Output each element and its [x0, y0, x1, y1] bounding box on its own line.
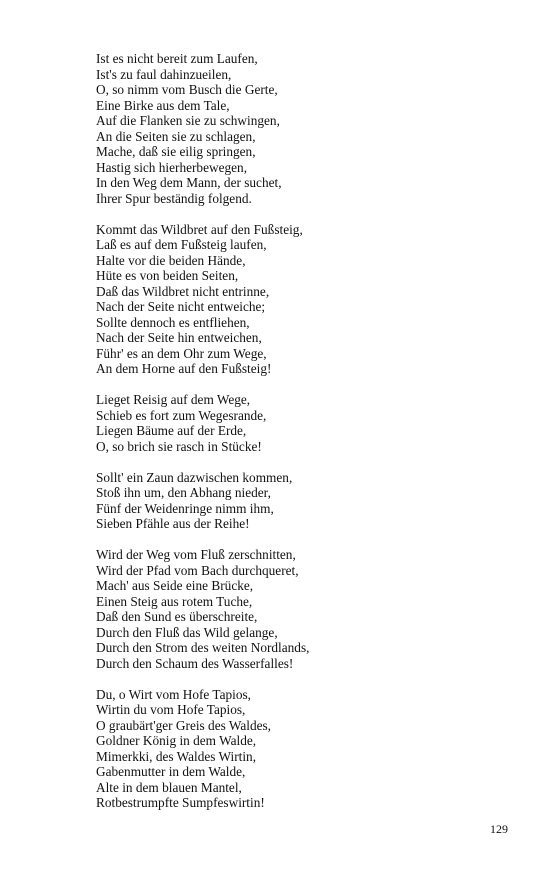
- stanza: [96, 392, 516, 454]
- verse-line: O, so nimm vom Busch die Gerte,: [96, 82, 278, 97]
- stanza: [96, 470, 516, 532]
- verse-line: Halte vor die beiden Hände,: [96, 252, 246, 268]
- verse-line: Auf die Flanken sie zu schwingen,: [96, 113, 280, 128]
- verse-line: Du, o Wirt vom Hofe Tapios,: [96, 686, 252, 702]
- stanza: [96, 222, 516, 377]
- verse-line: Goldner König in dem Walde,: [96, 733, 257, 748]
- verse-line: Ihrer Spur beständig folgend.: [96, 190, 252, 206]
- verse-line: Alte in dem blauen Mantel,: [96, 779, 242, 795]
- verse-line: Durch den Fluß das Wild gelange,: [96, 624, 278, 640]
- verse-line: Sollt' ein Zaun dazwischen kommen,: [96, 469, 293, 485]
- stanza: [96, 51, 516, 206]
- verse-line: O, so brich sie rasch in Stücke!: [96, 438, 262, 454]
- verse-line: Sollte dennoch es entfliehen,: [96, 314, 250, 330]
- verse-line: Stoß ihn um, den Abhang nieder,: [96, 485, 271, 500]
- verse-line: Durch den Strom des weiten Nordlands,: [96, 640, 310, 655]
- verse-line: Hüte es von beiden Seiten,: [96, 268, 239, 283]
- verse-line: Eine Birke aus dem Tale,: [96, 97, 230, 113]
- verse-line: Wirtin du vom Hofe Tapios,: [96, 702, 246, 717]
- verse-line: Nach der Seite hin entweichen,: [96, 330, 262, 345]
- verse-line: Mach' aus Seide eine Brücke,: [96, 578, 254, 593]
- verse-line: Führ' es an dem Ohr zum Wege,: [96, 345, 267, 361]
- verse-line: Durch den Schaum des Wasserfalles!: [96, 655, 294, 671]
- verse-line: In den Weg dem Mann, der suchet,: [96, 175, 282, 190]
- verse-line: Ist's zu faul dahinzueilen,: [96, 66, 232, 82]
- verse-line: Hastig sich hierherbewegen,: [96, 159, 248, 175]
- verse-line: O graubärt'ger Greis des Waldes,: [96, 717, 271, 733]
- stanza: [96, 687, 516, 811]
- verse-line: Wird der Weg vom Fluß zerschnitten,: [96, 547, 296, 562]
- verse-line: Gabenmutter in dem Walde,: [96, 764, 246, 779]
- verse-line: Mimerkki, des Waldes Wirtin,: [96, 748, 257, 764]
- verse-line: Einen Steig aus rotem Tuche,: [96, 593, 253, 609]
- verse-line: Daß den Sund es überschreite,: [96, 609, 258, 624]
- poem-text: [96, 51, 516, 826]
- verse-line: Liegen Bäume auf der Erde,: [96, 423, 247, 438]
- verse-line: Mache, daß sie eilig springen,: [96, 144, 256, 159]
- verse-line: Kommt das Wildbret auf den Fußsteig,: [96, 221, 303, 237]
- verse-line: An die Seiten sie zu schlagen,: [96, 128, 256, 144]
- page-number: 129: [490, 822, 508, 836]
- verse-line: Nach der Seite nicht entweiche;: [96, 299, 266, 314]
- stanza: [96, 547, 516, 671]
- verse-line: An dem Horne auf den Fußsteig!: [96, 361, 272, 376]
- verse-line: Wird der Pfad vom Bach durchqueret,: [96, 562, 299, 578]
- verse-line: Rotbestrumpfte Sumpfeswirtin!: [96, 795, 265, 810]
- verse-line: Laß es auf dem Fußsteig laufen,: [96, 237, 267, 252]
- verse-line: Ist es nicht bereit zum Laufen,: [96, 51, 258, 66]
- verse-line: Daß das Wildbret nicht entrinne,: [96, 283, 270, 299]
- verse-line: Lieget Reisig auf dem Wege,: [96, 392, 251, 407]
- verse-line: Sieben Pfähle aus der Reihe!: [96, 516, 250, 531]
- verse-line: Fünf der Weidenringe nimm ihm,: [96, 500, 274, 516]
- verse-line: Schieb es fort zum Wegesrande,: [96, 407, 267, 423]
